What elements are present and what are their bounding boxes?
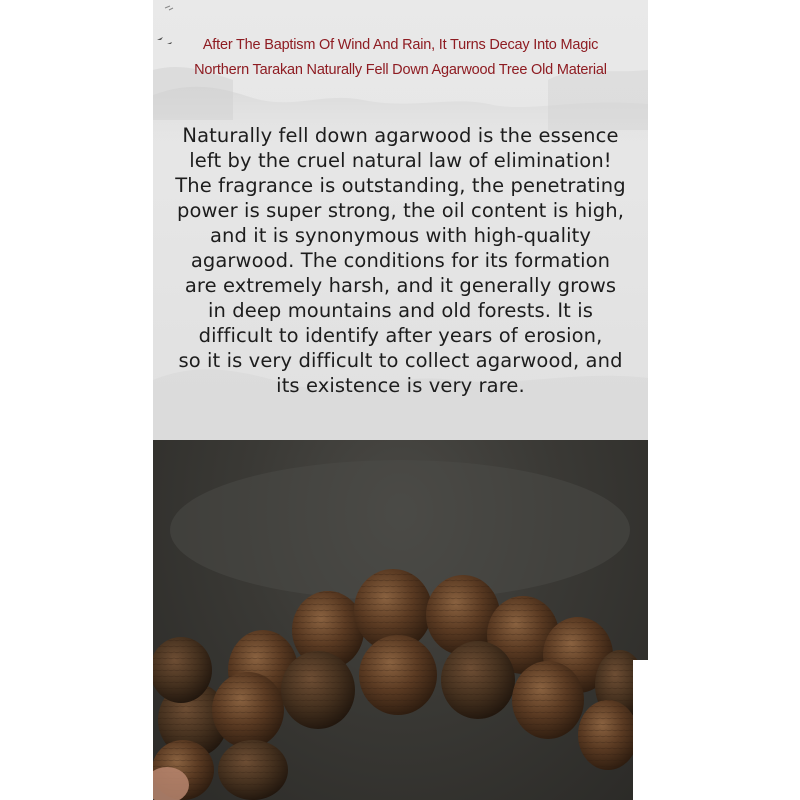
wood-grain — [218, 740, 288, 800]
wood-grain — [281, 651, 355, 729]
product-description-panel — [153, 0, 648, 800]
description-line: are extremely harsh, and it generally grows — [184, 274, 617, 297]
description-line: Naturally fell down agarwood is the essence — [182, 124, 619, 147]
agarwood-bead-bracelet-image — [153, 440, 648, 800]
wood-grain — [578, 700, 638, 770]
description-line: power is super strong, the oil content is high, — [176, 199, 625, 222]
description-text — [167, 123, 634, 398]
description-line: in deep mountains and old forests. It is — [207, 299, 594, 322]
wood-grain — [359, 635, 437, 715]
wood-grain — [441, 641, 515, 719]
text-banner — [153, 0, 648, 440]
wood-grain — [512, 661, 584, 739]
description-line: agarwood. The conditions for its formation — [190, 249, 611, 272]
header-line-2: Northern Tarakan Naturally Fell Down Agarwood Tree Old Material — [194, 62, 607, 78]
description-line: so it is very difficult to collect agarwood, and — [178, 349, 623, 372]
description-line: left by the cruel natural law of elimination! — [189, 149, 612, 172]
description-line: and it is synonymous with high-quality — [209, 224, 592, 247]
header-line-1: After The Baptism Of Wind And Rain, It Turns Decay Into Magic — [202, 37, 599, 53]
wood-grain — [212, 672, 284, 748]
description-line: its existence is very rare. — [276, 374, 525, 397]
bracelet-photo — [153, 440, 648, 800]
description-line: The fragrance is outstanding, the penetrating — [175, 174, 626, 197]
description-line: difficult to identify after years of erosion, — [198, 324, 603, 347]
